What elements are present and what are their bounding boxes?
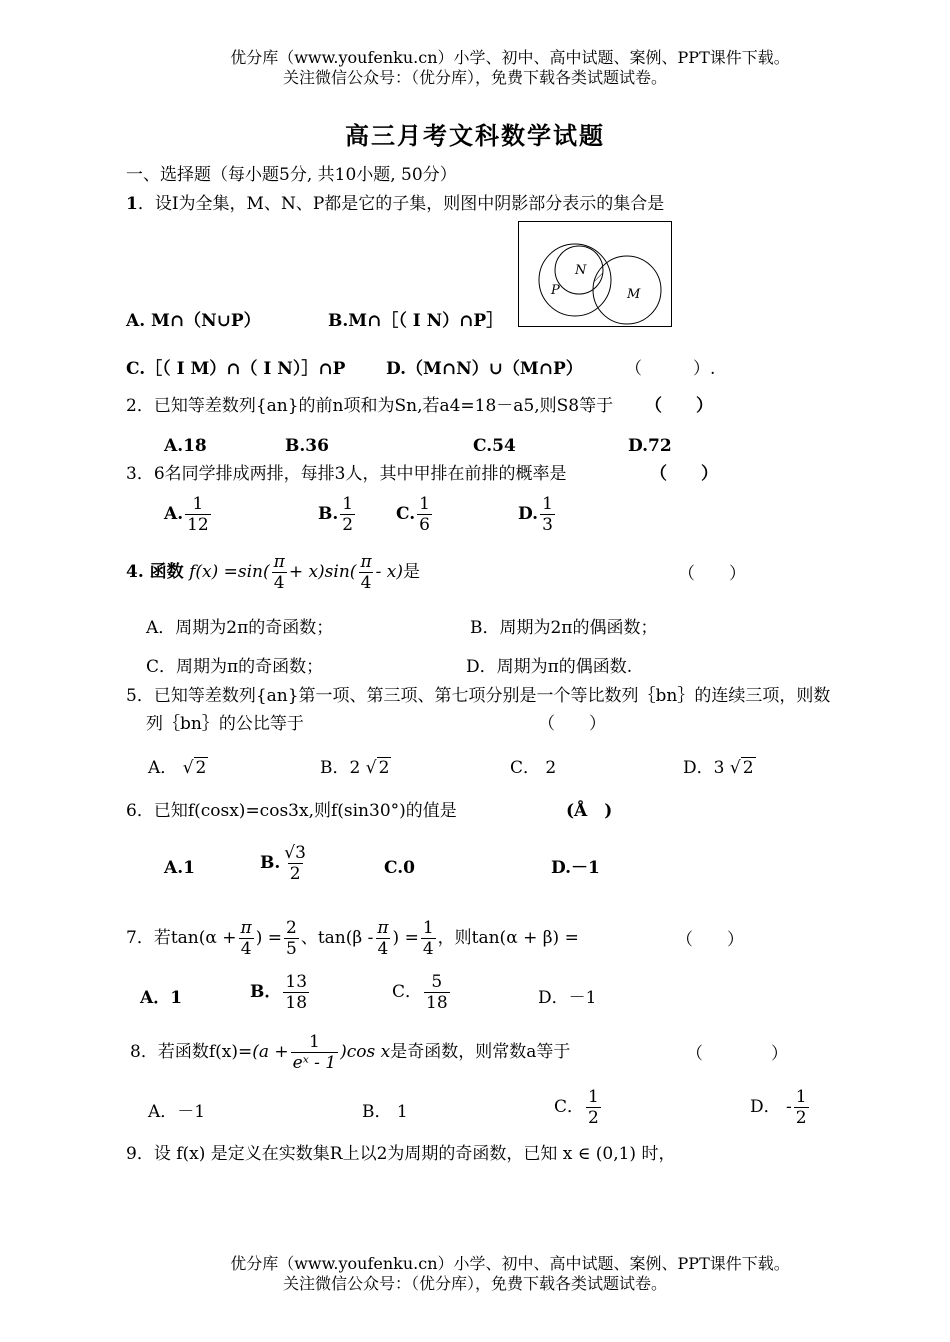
fraction: $\frac{\pi}{4}$ — [377, 918, 389, 959]
fraction: $\frac{\pi}{4}$ — [240, 918, 252, 959]
q5-option-b: B．2 √ 2 — [320, 758, 390, 778]
q5-stem-line2: 列｛bn｝的公比等于 — [146, 714, 304, 734]
q6-option-b: B. $\frac{√3}{2}$ — [260, 843, 306, 884]
q9-stem: 9．设 f(x) 是定义在实数集R上以2为周期的奇函数，已知 x ∈ (0,1) 时， — [126, 1144, 676, 1164]
q2-option-c: C.54 — [473, 436, 516, 456]
header-top — [0, 48, 950, 88]
label-m: M — [627, 287, 641, 302]
header-line1: 优分库（www.youfenku.cn）小学、初中、高中试题、案例、PPT课件下载。 — [230, 48, 790, 67]
q5-option-c: C． 2 — [510, 758, 557, 778]
venn-svg — [519, 222, 671, 326]
q6-option-c: C.0 — [384, 858, 415, 878]
q6-option-a: A.1 — [164, 858, 195, 878]
q8-option-a: A．－1 — [148, 1102, 206, 1122]
q1-option-b: B.M∩［（ I N）∩P］ — [328, 311, 504, 331]
q8-answer-paren: （ ） — [686, 1044, 788, 1064]
header-line2: 关注微信公众号：（优分库），免费下载各类试题试卷。 — [282, 68, 667, 87]
q4-stem: 4. 函数 f(x) =sin( $\frac{\pi}{4}$ + x)sin( $\frac{\pi}{4}$ - x)是 — [126, 552, 420, 593]
sqrt: √ 2 — [365, 758, 390, 778]
q4-option-d: D．周期为π的偶函数. — [466, 657, 633, 677]
q3-answer-paren: （ ） — [650, 464, 718, 484]
q1-text: ．设I为全集，M、N、P都是它的子集，则图中阴影部分表示的集合是 — [137, 194, 665, 214]
q4-option-b: B．周期为2π的偶函数； — [470, 618, 658, 638]
q7-option-a: A．1 — [140, 988, 183, 1008]
q3-option-a: A. $\frac{1}{12}$ — [164, 494, 209, 535]
q7-option-d: D．－1 — [538, 988, 597, 1008]
fraction: $\frac{1}{2}$ — [342, 494, 354, 535]
footer — [0, 1254, 950, 1294]
fraction: $\frac{\pi}{4}$ — [273, 552, 285, 593]
fraction: $\frac{13}{18}$ — [285, 972, 308, 1013]
q5-option-d: D．3 √ 2 — [683, 758, 754, 778]
q5-answer-paren: （ ） — [538, 714, 606, 734]
q7-stem: 7．若tan(α + $\frac{\pi}{4}$ ) = $\frac{2}{5}$ 、tan(β - $\frac{\pi}{4}$ ) = $\frac{1}{4}$ ，则tan(α + β) = — [126, 918, 579, 959]
footer-line2: 关注微信公众号：（优分库），免费下载各类试题试卷。 — [282, 1274, 667, 1293]
q8-option-c: C． $\frac{1}{2}$ — [554, 1087, 599, 1128]
q3-option-c: C. $\frac{1}{6}$ — [396, 494, 430, 535]
q1-option-c: C.［（ I M）∩（ I N）］∩P — [126, 359, 346, 379]
fraction: $\frac{1}{3}$ — [542, 494, 553, 535]
fraction: $\frac{1}{2}$ — [588, 1087, 599, 1128]
q7-option-b: B． $\frac{13}{18}$ — [250, 972, 308, 1013]
q4-answer-paren: （ ） — [678, 564, 746, 584]
q3-option-d: D. $\frac{1}{3}$ — [518, 494, 553, 535]
q1-option-d: D.（M∩N）∪（M∩P） — [386, 359, 583, 379]
q2-answer-paren: （ ） — [645, 396, 713, 416]
q2-option-a: A.18 — [164, 436, 207, 456]
fraction: $\frac{1}{6}$ — [419, 494, 430, 535]
q1-number: 1 — [126, 194, 138, 214]
fraction: $\frac{2}{5}$ — [285, 918, 297, 959]
footer-line1: 优分库（www.youfenku.cn）小学、初中、高中试题、案例、PPT课件下载。 — [230, 1254, 790, 1273]
q1-stem — [126, 192, 664, 216]
q1-answer-paren: （ ）. — [625, 359, 716, 379]
q2-option-b: B.36 — [285, 436, 329, 456]
q4-option-a: A．周期为2π的奇函数； — [146, 618, 334, 638]
q7-option-c: C． $\frac{5}{18}$ — [392, 972, 448, 1013]
q1-option-a: A. M∩（N∪P） — [126, 311, 261, 331]
q2-option-d: D.72 — [628, 436, 672, 456]
q8-option-d: D． - $\frac{1}{2}$ — [750, 1087, 807, 1128]
q3-option-b: B. $\frac{1}{2}$ — [318, 494, 354, 535]
q5-stem-line1: 5．已知等差数列{an}第一项、第三项、第七项分别是一个等比数列｛bn｝的连续三项，则数 — [126, 686, 831, 706]
label-n: N — [575, 263, 587, 278]
fraction: $\frac{1}{4}$ — [422, 918, 434, 959]
fraction: $\frac{1}{12}$ — [187, 494, 209, 535]
q4-option-c: C．周期为π的奇函数； — [146, 657, 324, 677]
fraction: $\frac{√3}{2}$ — [284, 843, 306, 884]
q8-option-b: B． 1 — [362, 1102, 408, 1122]
q6-option-d: D.－1 — [551, 858, 600, 878]
label-p: P — [551, 283, 560, 298]
q5-option-a: A． √ 2 — [148, 758, 207, 778]
fraction: $\frac{\pi}{4}$ — [360, 552, 372, 593]
q2-stem: 2．已知等差数列{an}的前n项和为Sn,若a4=18－a5,则S8等于 — [126, 396, 614, 416]
q3-stem: 3．6名同学排成两排，每排3人，其中甲排在前排的概率是 — [126, 464, 567, 484]
venn-diagram — [518, 221, 672, 327]
sqrt: √ 2 — [182, 758, 207, 778]
q6-answer-paren: (Å ) — [566, 801, 613, 821]
fraction: $\frac{1}{\text{eˣ - 1}}$ — [292, 1032, 337, 1073]
sqrt: √ 2 — [729, 758, 754, 778]
fraction: $\frac{1}{2}$ — [795, 1087, 807, 1128]
q7-answer-paren: （ ） — [676, 930, 744, 950]
q8-stem: 8．若函数f(x)=(a + $\frac{1}{\text{eˣ - 1}}$ )cos x是奇函数，则常数a等于 — [130, 1032, 571, 1073]
page-title: 高三月考文科数学试题 — [345, 121, 605, 150]
fraction: $\frac{5}{18}$ — [426, 972, 448, 1013]
q6-stem: 6．已知f(cosx)=cos3x,则f(sin30°)的值是 — [126, 801, 457, 821]
section-heading: 一、选择题（每小题5分, 共10小题, 50分） — [126, 165, 457, 185]
